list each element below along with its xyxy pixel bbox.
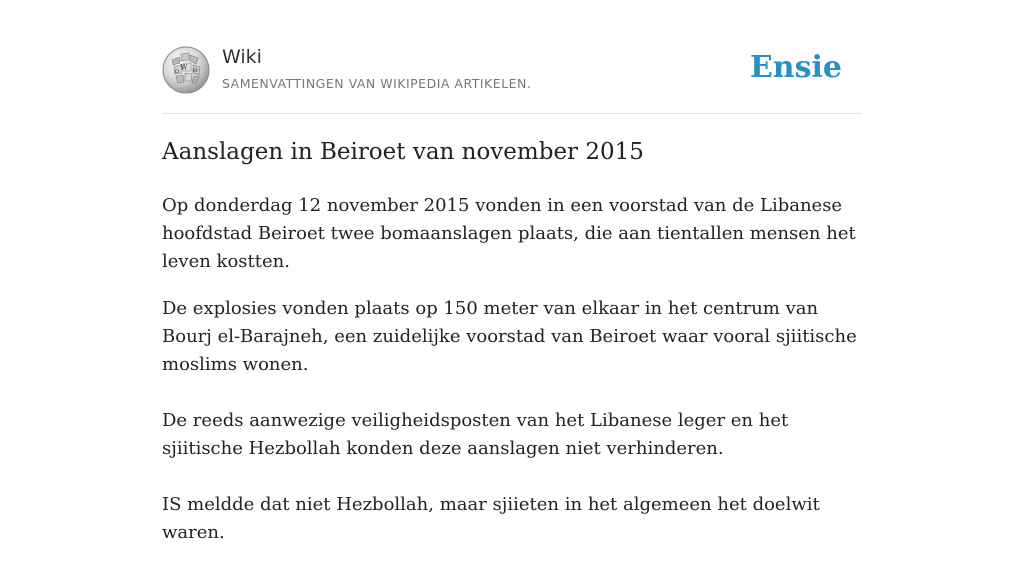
site-title[interactable]: Wiki <box>222 46 262 68</box>
svg-text:Ω: Ω <box>174 69 180 75</box>
wikipedia-globe-icon[interactable] <box>162 46 210 94</box>
article-paragraph: Op donderdag 12 november 2015 vonden in een voorstad van de Libanese hoofdstad Beiroet twee bomaanslagen plaats, die aan tientallen mensen het leven kostten. <box>162 195 856 272</box>
site-tagline: SAMENVATTINGEN VAN WIKIPEDIA ARTIKELEN. <box>222 76 532 91</box>
article-paragraph: De reeds aanwezige veiligheidsposten van het Libanese leger en het sjiitische Hezbollah konden deze aanslagen niet verhinderen. <box>162 410 789 459</box>
brand-logo[interactable]: Ensie <box>749 50 842 85</box>
article-paragraph: IS meldde dat niet Hezbollah, maar sjiieten in het algemeen het doelwit waren. <box>162 494 820 543</box>
site-header <box>162 46 862 96</box>
svg-text:W: W <box>180 63 188 72</box>
article-title: Aanslagen in Beiroet van november 2015 <box>162 139 644 165</box>
svg-text:И: И <box>192 68 198 74</box>
article <box>162 136 862 566</box>
article-paragraph: De explosies vonden plaats op 150 meter van elkaar in het centrum van Bourj el-Barajneh, een zuidelijke voorstad van Beiroet waar vooral sjiitische moslims wonen. <box>162 298 857 375</box>
header-divider <box>162 113 862 114</box>
